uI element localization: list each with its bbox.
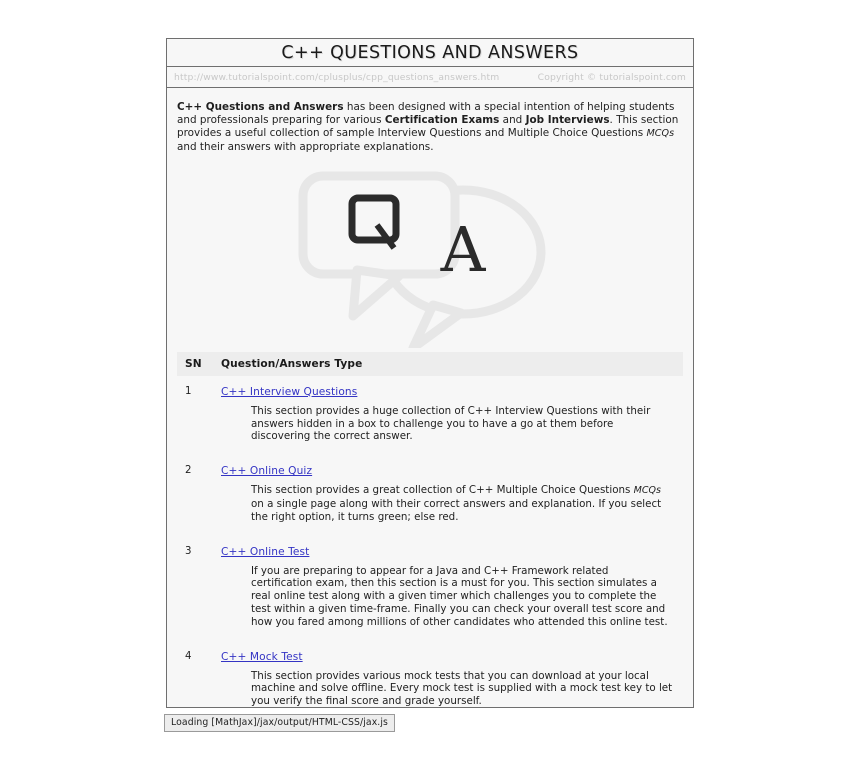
document-frame: [166, 38, 694, 708]
page-title: C++ QUESTIONS AND ANSWERS: [281, 42, 579, 63]
table-description-row: [177, 398, 683, 443]
intro-paragraph: [177, 101, 683, 154]
link-cpp-online-quiz[interactable]: C++ Online Quiz: [221, 465, 313, 478]
row-number: 3: [185, 545, 192, 557]
row-link-cell: [221, 536, 683, 558]
source-url: http://www.tutorialspoint.com/cplusplus/cpp_questions_answers.htm: [174, 71, 500, 83]
row-spacer: [177, 398, 221, 443]
answer-letter-glyph: A: [440, 212, 486, 286]
table-row: [177, 641, 683, 663]
intro-text-1: has been designed with a special intention of helping students and professionals preparing for various: [177, 101, 675, 127]
row-description: This section provides a huge collection of C++ Interview Questions with their answers hidden in a box to challenge you to have a go at them before discovering the correct answer.: [251, 404, 651, 443]
copyright-notice: Copyright © tutorialspoint.com: [537, 71, 686, 83]
document-meta-bar: [167, 67, 693, 88]
table-header-row: [177, 352, 683, 376]
row-description-part-1: This section provides a great collection of C++ Multiple Choice Questions: [251, 484, 634, 497]
row-link-cell: [221, 376, 683, 398]
link-cpp-mock-test[interactable]: C++ Mock Test: [221, 650, 303, 663]
intro-bold-jobs: Job Interviews: [525, 114, 610, 127]
row-spacer: [177, 477, 221, 523]
document-title-bar: [167, 39, 693, 67]
qa-speech-bubbles-illustration: [177, 168, 683, 348]
row-spacer: [177, 663, 221, 708]
row-description: If you are preparing to appear for a Java and C++ Framework related certification exam, then this section is a must for you. This section simulates a real online test along with a given timer which challenges you to complete the test within a given time-frame. Finally you can check your overall test score and how you fared among millions of other candidates who attended this online test.: [251, 564, 668, 628]
row-spacer: [177, 558, 221, 629]
link-cpp-interview-questions[interactable]: C++ Interview Questions: [221, 385, 358, 398]
intro-text-4: and their answers with appropriate explanations.: [177, 140, 434, 153]
row-description: [221, 477, 683, 523]
row-description: This section provides various mock tests that you can download at your local machine and solve offline. Every mock test is supplied with a mock test key to let you verify the final score and grade yourself.: [251, 669, 673, 708]
row-description-italic: MCQs: [633, 485, 661, 497]
link-cpp-online-test[interactable]: C++ Online Test: [221, 545, 310, 558]
row-number: 4: [185, 650, 192, 662]
row-number: 1: [185, 385, 192, 397]
document-body: [167, 88, 693, 708]
table-row: [177, 376, 683, 398]
table-description-row: [177, 663, 683, 708]
intro-text-3: . This section provides a useful collection of sample Interview Questions and Multiple Choice Questions: [177, 114, 679, 140]
row-description-part-2: on a single page along with their correct answers and explanation. If you select the right option, it turns green; else red.: [251, 498, 662, 523]
row-link-cell: [221, 641, 683, 663]
intro-italic-mcqs: MCQs: [646, 128, 675, 140]
row-gap: [177, 524, 683, 536]
table-description-row: [177, 477, 683, 523]
row-number: 2: [185, 465, 192, 477]
row-link-cell: [221, 455, 683, 477]
row-gap: [177, 443, 683, 455]
mathjax-status-bar: Loading [MathJax]/jax/output/HTML-CSS/jax.js: [164, 714, 395, 732]
intro-text-2: and: [499, 114, 526, 127]
speech-bubbles-graphic: [295, 168, 565, 348]
intro-bold-lead: C++ Questions and Answers: [177, 101, 344, 113]
column-header-type: Question/Answers Type: [221, 357, 363, 370]
questions-answers-table: [177, 352, 683, 708]
table-row: [177, 455, 683, 477]
table-row: [177, 536, 683, 558]
row-gap: [177, 629, 683, 641]
table-description-row: [177, 558, 683, 629]
column-header-sn: SN: [185, 357, 202, 370]
intro-bold-certification: Certification Exams: [384, 114, 500, 127]
